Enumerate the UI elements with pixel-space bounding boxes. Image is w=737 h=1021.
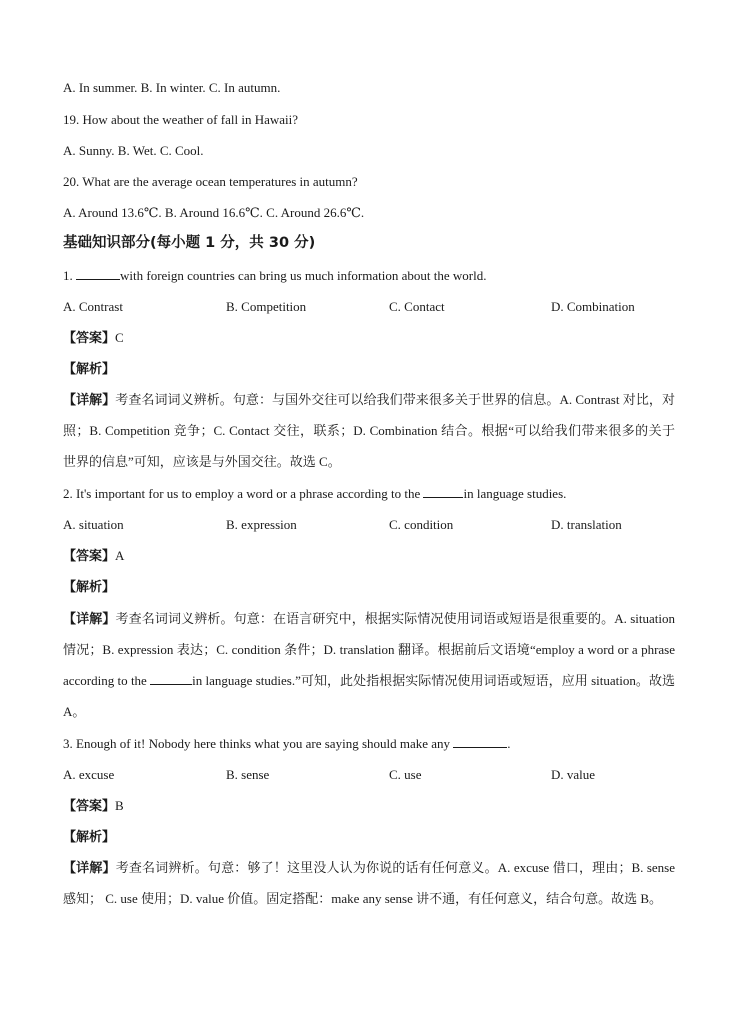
- question-3-stem-before: 3. Enough of it! Nobody here thinks what you are saying should make any: [63, 736, 454, 751]
- question-3-answer: [63, 797, 124, 815]
- q20-options: A. Around 13.6℃. B. Around 16.6℃. C. Around 26.6℃.: [63, 205, 365, 220]
- question-1-option-c: C. Contact: [389, 299, 445, 314]
- answer-value: A: [115, 548, 125, 563]
- question-2-option-b: B. expression: [226, 517, 297, 532]
- answer-blank: [150, 673, 192, 685]
- question-3-option-c: C. use: [389, 767, 422, 782]
- detail-text: 考查名词词义辨析。句意：与国外交往可以给我们带来很多关于世界的信息。A. Contrast 对比，对照；B. Competition 竞争；C. Contact 交往，联系；D. Combination 结合。根据“可以给我们带来很多的关于世界的信息”可知，应该是与外国交往。故选 C。: [63, 392, 675, 469]
- question-3-option-d: D. value: [551, 767, 596, 782]
- answer-value: B: [115, 798, 124, 813]
- question-1-analysis-label: 【解析】: [63, 361, 116, 376]
- question-1-answer: [63, 329, 124, 347]
- detail-text-a: 考查名词词义辨析。句意：在语言研究中，根据实际情况使用词语或短语是很重要的。A. situation 情况；B. expression 表达；C. condition 条件；D. translation 翻译。根据前后文语境“employ a word or a phrase according to the: [63, 611, 675, 688]
- answer-blank: [423, 486, 463, 498]
- question-1-stem: [63, 267, 486, 285]
- answer-blank: [453, 736, 507, 748]
- question-2-option-d: D. translation: [551, 517, 622, 532]
- detail-label: 【详解】: [63, 860, 116, 875]
- question-2-option-c: C. condition: [389, 517, 454, 532]
- answer-label: 【答案】: [63, 548, 116, 563]
- question-3-stem: [63, 735, 511, 753]
- question-2-stem: [63, 485, 566, 503]
- q20-stem: 20. What are the average ocean temperatures in autumn?: [63, 174, 358, 189]
- detail-label: 【详解】: [63, 392, 116, 407]
- question-1-stem-after: with foreign countries can bring us much information about the world.: [120, 268, 487, 283]
- question-2-stem-before: 2. It's important for us to employ a word or a phrase according to the: [63, 486, 424, 501]
- section-title: 基础知识部分(每小题 1 分，共 30 分): [63, 235, 316, 251]
- answer-label: 【答案】: [63, 330, 116, 345]
- question-3-detail: [63, 852, 675, 914]
- q18-options: A. In summer. B. In winter. C. In autumn.: [63, 80, 281, 95]
- question-1-option-b: B. Competition: [226, 299, 307, 314]
- question-3-option-b: B. sense: [226, 767, 270, 782]
- question-1-option-d: D. Combination: [551, 299, 635, 314]
- question-2-answer: [63, 547, 124, 565]
- q19-stem: 19. How about the weather of fall in Hawaii?: [63, 112, 299, 127]
- question-3-analysis-label: 【解析】: [63, 829, 116, 844]
- answer-blank: [76, 268, 120, 280]
- question-3-option-a: A. excuse: [63, 767, 115, 782]
- question-2-detail: [63, 603, 675, 727]
- question-1-detail: [63, 384, 675, 477]
- question-2-option-a: A. situation: [63, 517, 124, 532]
- detail-text-b: in language studies.”可知，此处指根据实际情况使用词语或短语，应用 situation。故选 A。: [63, 673, 675, 719]
- detail-label: 【详解】: [63, 611, 116, 626]
- q19-options: A. Sunny. B. Wet. C. Cool.: [63, 143, 204, 158]
- question-1-stem-before: 1.: [63, 268, 76, 283]
- question-1-option-a: A. Contrast: [63, 299, 123, 314]
- detail-text: 考查名词辨析。句意：够了！这里没人认为你说的话有任何意义。A. excuse 借口，理由；B. sense 感知； C. use 使用；D. value 价值。固定搭配：make any sense 讲不通，有任何意义，结合句意。故选 B。: [63, 860, 675, 906]
- question-3-stem-after: .: [507, 736, 511, 751]
- question-2-analysis-label: 【解析】: [63, 579, 116, 594]
- question-2-stem-after: in language studies.: [463, 486, 567, 501]
- answer-label: 【答案】: [63, 798, 116, 813]
- answer-value: C: [115, 330, 124, 345]
